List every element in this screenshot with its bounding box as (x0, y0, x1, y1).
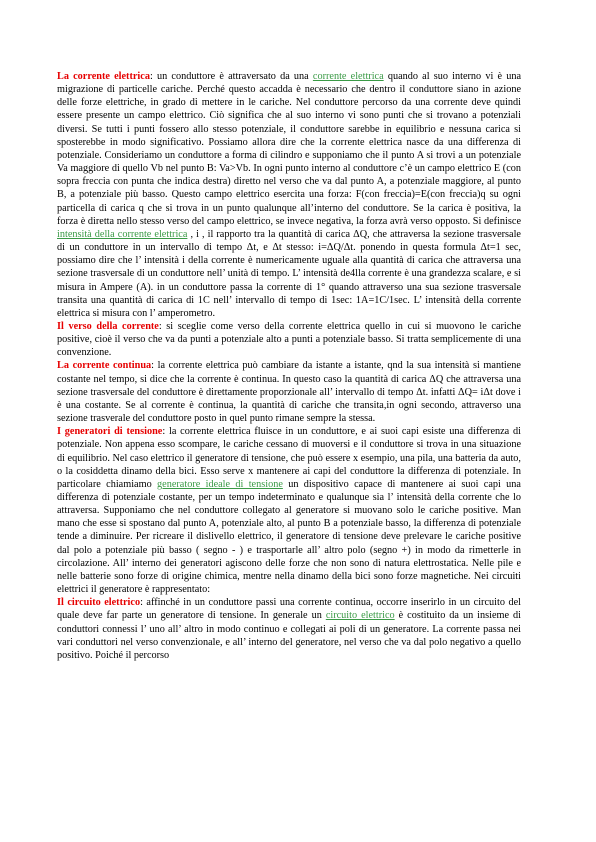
link-circuito-elettrico[interactable]: circuito elettrico (325, 610, 395, 622)
heading-verso-corrente: Il verso della corrente (57, 320, 159, 332)
heading-generatori-tensione: I generatori di tensione (57, 426, 163, 438)
document-page (57, 70, 521, 662)
paragraph-text: : la corrente elettrica fluisce in un conduttore, e ai suoi capi esiste una differenza di potenziale. Non appena esso scompare, le cariche cessano di muoversi e il conduttore si trova in una situazione di equilibrio. Nel caso elettrico il generatore di tensione, che può essere x esempio, una pila, una batteria da auto, o la cosiddetta dinamo della bici. Esso serve x mantenere ai capi del conduttore la differenza di potenziale. In particolare chiamiamo (57, 426, 521, 490)
link-corrente-elettrica[interactable]: corrente elettrica (312, 71, 384, 82)
paragraph-verso-corrente (57, 320, 521, 359)
paragraph-generatori-tensione (57, 425, 521, 596)
paragraph-circuito-elettrico (57, 596, 521, 662)
paragraph-text: , i , il rapporto tra la quantità di carica ΔQ, che attraversa la sezione trasversale di un conduttore in un intervallo di tempo Δt, e Δt stesso: i=ΔQ/Δt. ponendo in questa formula Δt=1 sec, possiamo dire che l’ intensità i della corrente è numericamente uguale alla quantità di carica che attraversa una sezione trasversale di un conduttore nell’ unità di tempo. L’ intensità de4lla corrente è una grandezza scalare, e si misura in Ampere (A). in un conduttore passa la corrente di 1° quando attraverso una sua sezione trasversale transita una quantità di carica di 1C nell’ intervallo di tempo di 1sec: 1A=1C/1sec. L’ intensità della corrente elettrica si misura con l’ amperometro. (57, 228, 521, 319)
paragraph-corrente-elettrica (57, 70, 521, 320)
heading-corrente-elettrica: La corrente elettrica (57, 71, 150, 82)
link-generatore-ideale[interactable]: generatore ideale di tensione (157, 478, 283, 490)
paragraph-text: : un conduttore è attraversato da una (149, 71, 313, 82)
paragraph-text: è costituito da un insieme di conduttori connessi l’ uno all’ altro in modo continuo e collegati ai poli di un generatore. La corrente passa nei vari conduttori nel verso convenzionale, e all’ interno del generatore, nel verso che va dal polo negativo a quello positivo. Poiché il percorso (57, 610, 521, 661)
link-intensita-corrente[interactable]: intensità della corrente elettrica (57, 228, 188, 240)
paragraph-text: : si sceglie come verso della corrente elettrica quello in cui si muovono le cariche positive, cioè il verso che va da punti a potenziale alto a punti a potenziale basso. Si tratta semplicemente di una convenzione. (57, 320, 521, 359)
heading-circuito-elettrico: Il circuito elettrico (57, 597, 141, 609)
paragraph-text: quando al suo interno vi è una migrazione di particelle cariche. Perché questo accadda è necessario che dentro il conduttore siano in azione delle forze elettriche, in grado di mettere in le cariche. Nel conduttore percorso da una corrente deve quindi essere presente un campo elettrico. Ciò significa che al suo interno vi sono punti che si trovano a potenziali diversi. Se tutti i punti fossero allo stesso potenziale, il conduttore sarebbe in equilibrio e nessuna carica si sposterebbe in modo significativo. Possiamo allora dire che la corrente elettrica nasce da una differenza di potenziale. Consideriamo un conduttore a forma di cilindro e supponiamo che il punto A si trovi a un potenziale Va maggiore di quello Vb nel punto B: Va>Vb. In ogni punto interno al conduttore c’è un campo elettrico E (con sopra freccia con punta che indica destra) diretto nel verso che va dal punto A, a potenziale maggiore, al punto B, a potenziale più basso. Questo campo elettrico esercita una forza: F(con freccia)=E(con freccia)q su ogni particella di carica q che si trova in un punto qualunque all’interno del conduttore. Se la carica è positiva, la forza è diretta nello stesso verso del campo elettrico, se invece negativa, la forza avrà verso opposto. Si definisce (57, 71, 522, 227)
paragraph-text: un dispositivo capace di mantenere ai suoi capi una differenza di potenziale costante, per un tempo indeterminato e qualunque sia l’ intensità della corrente che lo attraversa. Supponiamo che nel conduttore collegato al generatore si muovano solo le cariche positive. Man mano che esse si spostano dal punto A, potenziale alto, al punto B a potenziale basso, la differenza di potenziale tende a diminuire. Per ricreare il dislivello elettrico, il generatore di tensione deve prelevare le cariche positive dal polo a potenziale più basso ( segno - ) e trasportarle all’ altro polo (segno +) in modo da rimetterle in circolazione. All’ interno dei generatori agiscono delle forze che non sono di natura elettrostatica. Nelle pile e nelle batterie sono forze di origine chimica, mentre nella dinamo della bici sono forze magnetiche. Nei circuiti elettrici il generatore è rappresentato: (57, 478, 521, 596)
paragraph-text: : la corrente elettrica può cambiare da istante a istante, qnd la sua intensità si mantiene costante nel tempo, si dice che la corrente è continua. In questo caso la quantità di carica ΔQ che attraversa una sezione trasversale del conduttore è direttamente proporzionale all’ intervallo di tempo Δt. infatti ΔQ= iΔt dove i è una costante. Se al corrente è continua, la quantità di cariche che transita,in ogni secondo, attraverso una sezione trasverale del conduttore posto in quel punto rimane sempre la stessa. (57, 360, 521, 425)
heading-corrente-continua: La corrente continua (57, 360, 152, 372)
paragraph-corrente-continua (57, 359, 521, 425)
paragraph-text: : affinché in un conduttore passi una corrente continua, occorre inserirlo in un circuito del quale deve far parte un generatore di tensione. In generale un (57, 597, 521, 622)
